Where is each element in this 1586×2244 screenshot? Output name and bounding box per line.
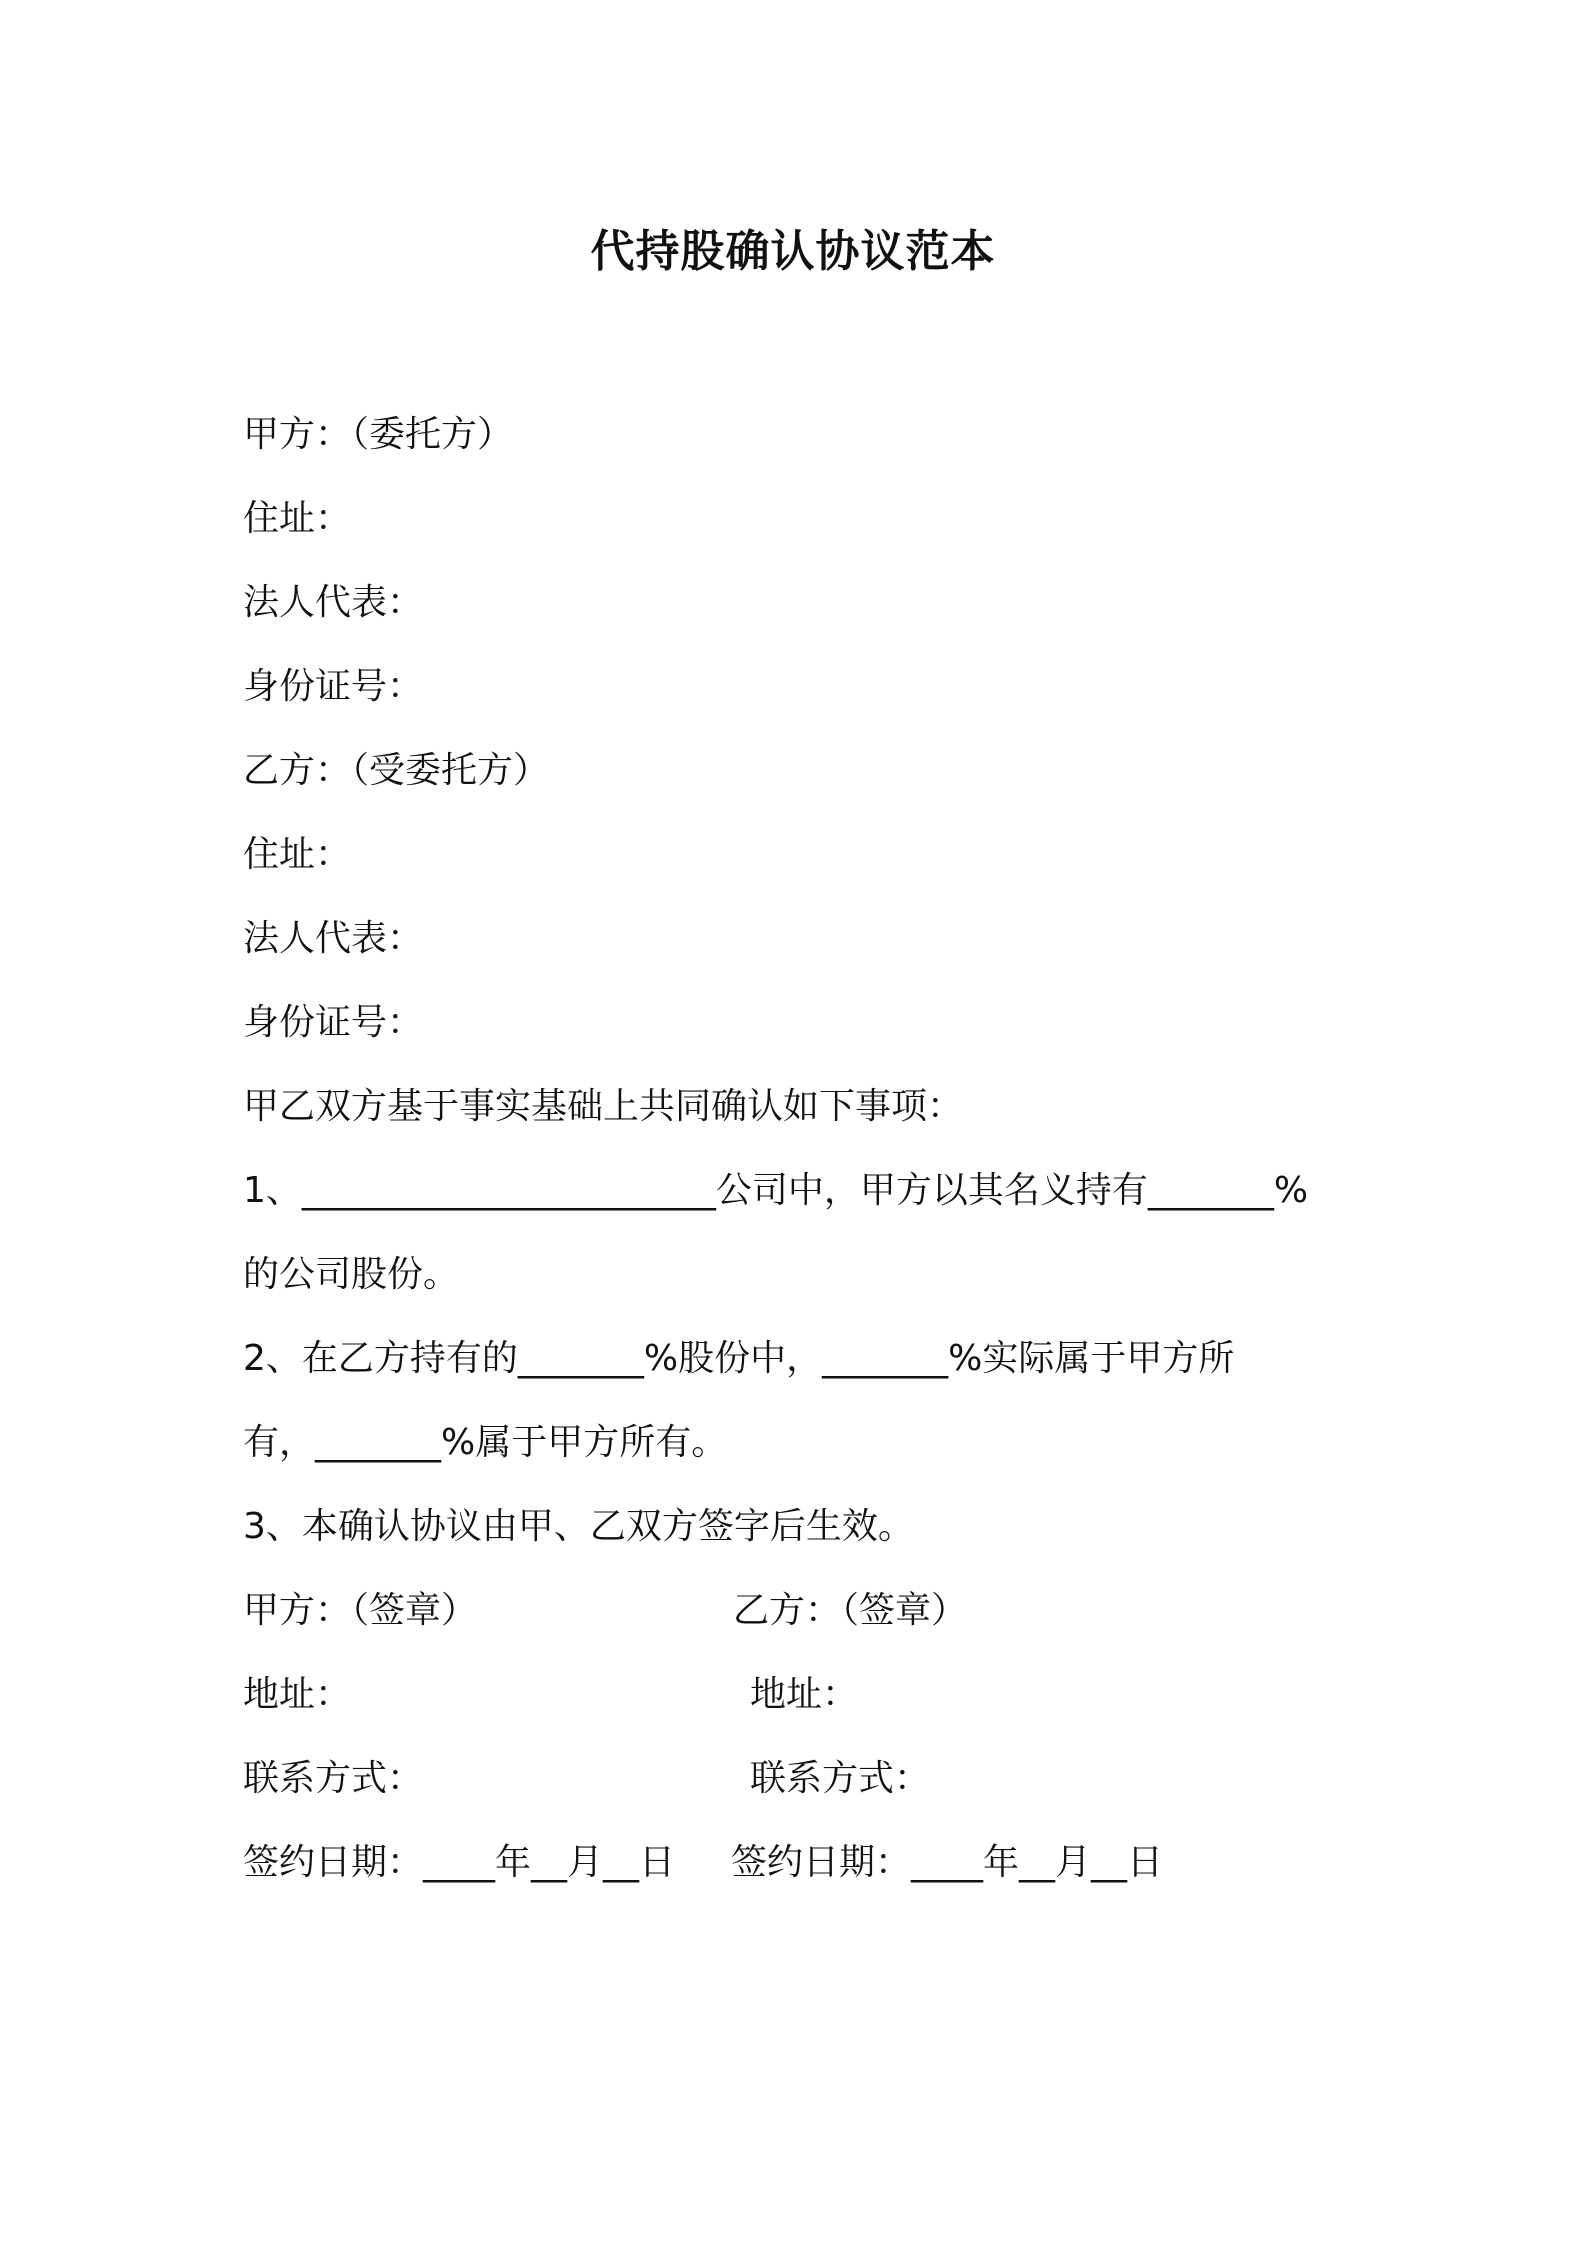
party-b-address: 住址： [243, 834, 352, 875]
party-b-sign-address: 地址： [750, 1674, 859, 1715]
document-title: 代持股确认协议范本 [590, 226, 996, 277]
party-a-sign-address: 地址： [243, 1674, 352, 1715]
intro-statement: 甲乙双方基于事实基础上共同确认如下事项： [243, 1086, 964, 1127]
party-b-sign-date: 签约日期：____年__月__日 [731, 1842, 1164, 1883]
party-b-label: 乙方：（受委托方） [243, 750, 550, 791]
party-b-contact: 联系方式： [750, 1758, 931, 1799]
clause-3: 3、本确认协议由甲、乙双方签字后生效。 [243, 1506, 914, 1547]
party-a-label: 甲方：（委托方） [243, 414, 514, 455]
party-a-address: 住址： [243, 498, 352, 539]
party-a-legal-rep: 法人代表： [243, 582, 424, 623]
clause-2-line-2: 有，_______%属于甲方所有。 [243, 1422, 728, 1463]
party-a-sign-date: 签约日期：____年__月__日 [243, 1842, 676, 1883]
clause-1-line-1: 1、_______________________公司中，甲方以其名义持有_______% [243, 1170, 1309, 1211]
party-b-id-number: 身份证号： [243, 1002, 424, 1043]
clause-1-line-2: 的公司股份。 [243, 1254, 460, 1295]
party-a-signature: 甲方：（签章） [243, 1590, 478, 1631]
party-a-id-number: 身份证号： [243, 666, 424, 707]
party-a-contact: 联系方式： [243, 1758, 424, 1799]
party-b-signature: 乙方：（签章） [733, 1590, 968, 1631]
party-b-legal-rep: 法人代表： [243, 918, 424, 959]
clause-2-line-1: 2、在乙方持有的_______%股份中，_______%实际属于甲方所 [243, 1338, 1235, 1379]
